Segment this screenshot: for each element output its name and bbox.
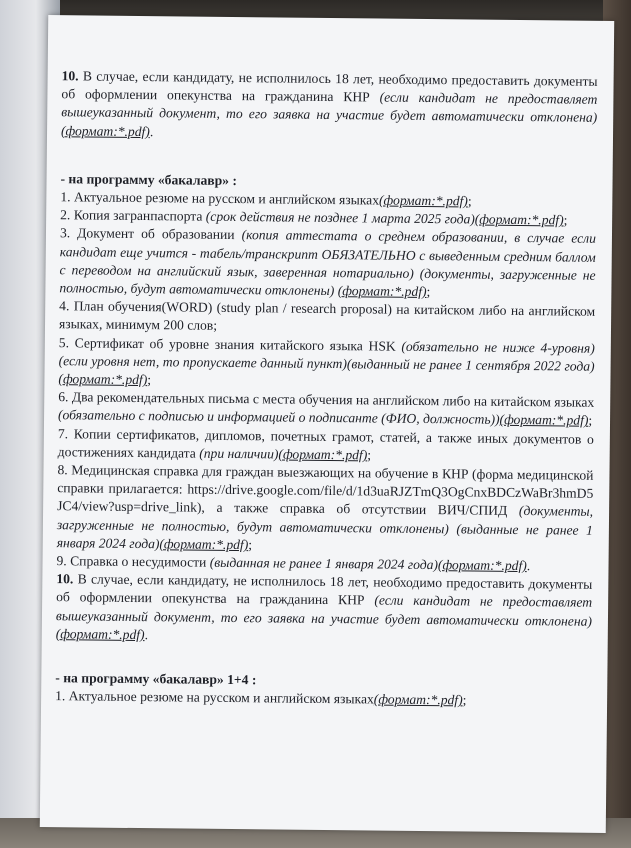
item-text: 2. Копия загранпаспорта [60,207,206,224]
list-item [58,334,595,394]
punctuation: ; [248,537,253,553]
item-note: (срок действия не позднее 1 марта 2025 года) [205,208,475,227]
item-number: 10. [56,571,74,587]
item-text: 4. План обучения(WORD) (study plan / research proposal) на китайском либо на английском языках, минимум 200 слов; [58,298,596,334]
format-note: (формат:*.pdf) [55,626,145,642]
punctuation: . [149,123,154,139]
item-text: 3. Документ об образовании [59,225,242,243]
section-heading-bachelor-1-4: - на программу «бакалавр» 1+4 : [55,670,257,688]
item-text: 9. Справка о несудимости [56,553,210,570]
format-note: (формат:*.pdf) [278,446,368,463]
format-note: (формат:*.pdf) [437,557,527,574]
punctuation: ; [467,193,472,209]
list-item [59,297,595,339]
item-note: (если кандидат не предоставляет вышеуказанный документ, то его заявка на участие будет автоматически отклонена) [55,592,593,629]
format-note: (формат:*.pdf) [58,371,148,388]
item-text: 1. Актуальное резюме на русском и английском языках [60,189,380,208]
paragraph-10-guardianship [56,570,593,648]
format-note: (формат:*.pdf) [474,211,564,228]
list-item [58,388,594,430]
format-note: (формат:*.pdf) [373,691,463,708]
item-text: 8. Медицинская справка для граждан выезжающих на обучение в КНР (форма медицинской справки прилагается: [57,462,594,497]
section-heading-bachelor: - на программу «бакалавр» : [60,171,237,188]
item-note: (копия аттестата о среднем образовании, в случае если кандидат еще учится - табель/транскрипт ОБЯЗАТЕЛЬНО с выведенным средним баллом с переводом на английский язык, заверенная нотариально) (документы, загруженные не полностью, будут автоматически отклонены) [59,227,597,299]
punctuation: . [144,626,149,643]
item-text: 7. Копии сертификатов, дипломов, почетных грамот, статей, а также иных документов о достижениях кандидата [57,425,594,461]
punctuation: ; [462,692,467,708]
paragraph-10-guardianship [61,67,598,145]
item-note: (документы, загруженные не полностью, будут автоматически отклонены) (выданные не ранее 1 января 2024 года) [56,503,594,552]
list-item [59,225,596,303]
punctuation: ; [147,372,152,388]
medical-form-link[interactable]: https://drive.google.com/file/d/1d3uaRJZTmQ3OgCnxBDCzWaBr3hmD5JC4/view?usp=drive_link [57,481,594,516]
format-note: (формат:*.pdf) [159,536,249,553]
format-note: (формат:*.pdf) [378,192,468,209]
item-note: (при наличии) [199,445,279,462]
item-note: (если кандидат не предоставляет вышеуказанный документ, то его заявка на участие будет автоматически отклонена) [61,89,598,126]
item-text: 5. Сертификат об уровне знания китайского языка HSK [58,334,402,354]
item-text: В случае, если кандидату, не исполнилось 18 лет, необходимо предоставить документы об оформлении опекунства на гражданина КНР [56,571,593,608]
item-text: 6. Два рекомендательных письма с места обучения на английском либо на китайском языках [58,389,595,411]
document-page [40,15,614,833]
punctuation: . [526,558,531,574]
punctuation: ; [563,212,568,228]
item-text: ), а также справка об отсутствии ВИЧ/СПИД [196,500,520,519]
item-text: 1. Актуальное резюме на русском и английском языках [55,688,374,707]
format-note: (формат:*.pdf) [337,283,427,300]
list-item [58,425,594,467]
punctuation: ; [588,413,593,429]
format-note: (формат:*.pdf) [60,122,150,139]
item-note: (обязательно с подписью и информацией о подписанте (ФИО, должность)) [57,407,500,428]
item-note: (обязательно не ниже 4-уровня)(если уровня нет, то пропускаете данный пункт)(выданный не ранее 1 сентября 2022 года) [58,338,595,374]
list-item [57,461,594,558]
punctuation: ; [426,284,431,300]
format-note: (формат:*.pdf) [499,412,589,429]
item-note: (выданная не ранее 1 января 2024 года) [209,554,439,573]
item-text: В случае, если кандидату, не исполнилось 18 лет, необходимо предоставить документы об оформлении опекунства на гражданина КНР [61,68,598,105]
item-number: 10. [61,68,79,84]
punctuation: ; [367,447,372,463]
